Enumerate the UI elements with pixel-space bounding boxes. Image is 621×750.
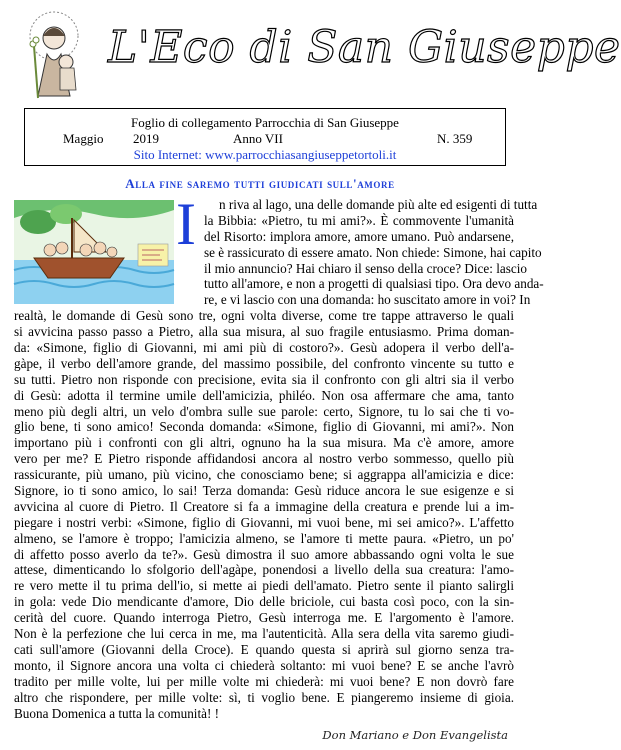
- issue-number: N. 359: [437, 131, 473, 146]
- article-line: vero per me? E Pietro risponde affidandosi ancora al nostro verbo sommesso, quello più: [14, 451, 514, 467]
- article-line: si avvicina passo passo a Pietro, alla sua misura, al suo fragile entusiasmo. Prima doman-: [14, 324, 514, 340]
- article-line: Non è la perfezione che lui cerca in me, ma l'autenticità. Alla sera della vita saremo giudi-: [14, 626, 514, 642]
- article-line: cerità del cuore. Quando interroga Pietro, Gesù interroga me. E l'argomento è l'amore.: [14, 610, 514, 626]
- saint-joseph-with-child-icon: [14, 6, 94, 106]
- article-line: attese, dimenticando lo sfolgorio dell'agàpe, ponendosi a livello della sua creatura: l'amo-: [14, 562, 514, 578]
- article-line: altro che rispondere, per mille volte: sì, ti voglio bene. E piangeremo insieme di gioia.: [14, 689, 514, 705]
- article-body: [14, 197, 544, 721]
- article-line: il mio annuncio? Hai chiaro il senso della croce? Dice: lascio: [204, 260, 527, 276]
- article-line: piegare i nostri verbi: «Simone, figlio di Giovanni, mi vuoi bene, mi sei amico?». L'affetto: [14, 514, 514, 530]
- article-line: almeno, se l'amore è troppo; l'amicizia almeno, se l'amore ti mette paura. «Pietro, un po': [14, 530, 514, 546]
- article-line: la Bibbia: «Pietro, tu mi ami?». È commovente l'umanità: [204, 212, 514, 228]
- article-line: n riva al lago, una delle domande più alte ed esigenti di tutta: [219, 197, 538, 212]
- article-line: re vero mette il tu prima dell'io, si mette ai piedi dell'amato. Pietro sente il pianto salirgli: [14, 578, 514, 594]
- article-headline: Alla fine saremo tutti giudicati sull'amore: [125, 176, 395, 191]
- article-line: di affetto posso averlo da te?». Gesù dimostra il suo amore abbassando ogni volta le sue: [14, 546, 514, 562]
- drop-cap: I: [176, 191, 196, 257]
- issue-year: 2019: [133, 131, 159, 146]
- article-line: importano più i confronti con gli altri, ognuno ha la sua misura. Ma c'è amore, amore: [14, 435, 514, 451]
- article-line: da: «Simone, figlio di Giovanni, mi ami più di costoro?». Gesù adopera il verbo dell'a-: [14, 340, 514, 356]
- article-line: Signore, io ti sono amico, lo sai! Terza domanda: Gesù riduce ancora le sue esigenze e si: [14, 483, 514, 499]
- masthead-title: L'Eco di San Giuseppe: [108, 22, 621, 73]
- article-line: monto, il Signore ancora una volta ci chiederà soltanto: mi vuoi bene? E se anche l'avrò: [14, 657, 514, 673]
- article-line: tradito per mille volte, lui per mille volte mi chiederà: mi vuoi bene? E non dovrò fare: [14, 673, 514, 689]
- website-link[interactable]: Sito Internet: www.parrocchiasangiuseppetortoli.it: [133, 147, 397, 162]
- article-line: cati sull'amore (Giovanni della Croce). E quando questa si aprirà sul giorno senza tra-: [14, 641, 514, 657]
- article-line: tutto all'amore, e non a progetti di qualsiasi tipo. Ora devo anda-: [204, 276, 544, 292]
- article-line: gàpe, il verbo dell'amore grande, del massimo possibile, del confronto vincente su tutto e: [14, 355, 514, 371]
- issue-volume: Anno VII: [233, 131, 283, 146]
- article-line: rassicurante, più umano, più vicino, che conosciamo bene; si aggrappa all'amicizia e dice:: [14, 467, 514, 483]
- article-line: Buona Domenica a tutta la comunità! !: [14, 705, 220, 721]
- article-line: se è rassicurato di essere amato. Non chiede: Simone, hai capito: [204, 244, 542, 260]
- signature: Don Mariano e Don Evangelista: [322, 728, 508, 742]
- subtitle: Foglio di collegamento Parrocchia di San Giuseppe: [131, 115, 399, 130]
- article-line: su tutti. Pietro non risponde con precisione, evita sia il confronto con gli altri sia il verbo: [14, 371, 514, 387]
- issue-month: Maggio: [63, 131, 104, 146]
- article-line: in gola: vede Dio mendicante d'amore, Dio delle briciole, cui basta così poco, con la sin-: [14, 594, 514, 610]
- article-line: di Gesù: adotta il termine umile dell'amicizia, philéo. Non osa affermare che ama, tanto: [14, 387, 514, 403]
- article-line: avvicina al cuore di Pietro. Il Creatore si fa a immagine della creatura e prende lui a im-: [14, 498, 514, 514]
- article-line: realtà, le domande di Gesù sono tre, ogni volta diverse, come tre tappe attraverso le quali: [14, 308, 514, 324]
- article-line: re, e vi lascio con una domanda: ho suscitato amore in voi? In: [204, 292, 531, 308]
- masthead-info-box: [24, 108, 506, 166]
- article-line: glio bene, ti sono amico! Seconda domanda: «Simone, figlio di Giovanni, mi ami?». Non: [14, 419, 514, 435]
- article-line: del Risorto: implora amore, amore umano. Può andarsene,: [204, 228, 514, 244]
- article-line: meno più degli altri, un velo d'ombra sulle sue parole: certo, Signore, tu lo sai che ti vo-: [14, 403, 514, 419]
